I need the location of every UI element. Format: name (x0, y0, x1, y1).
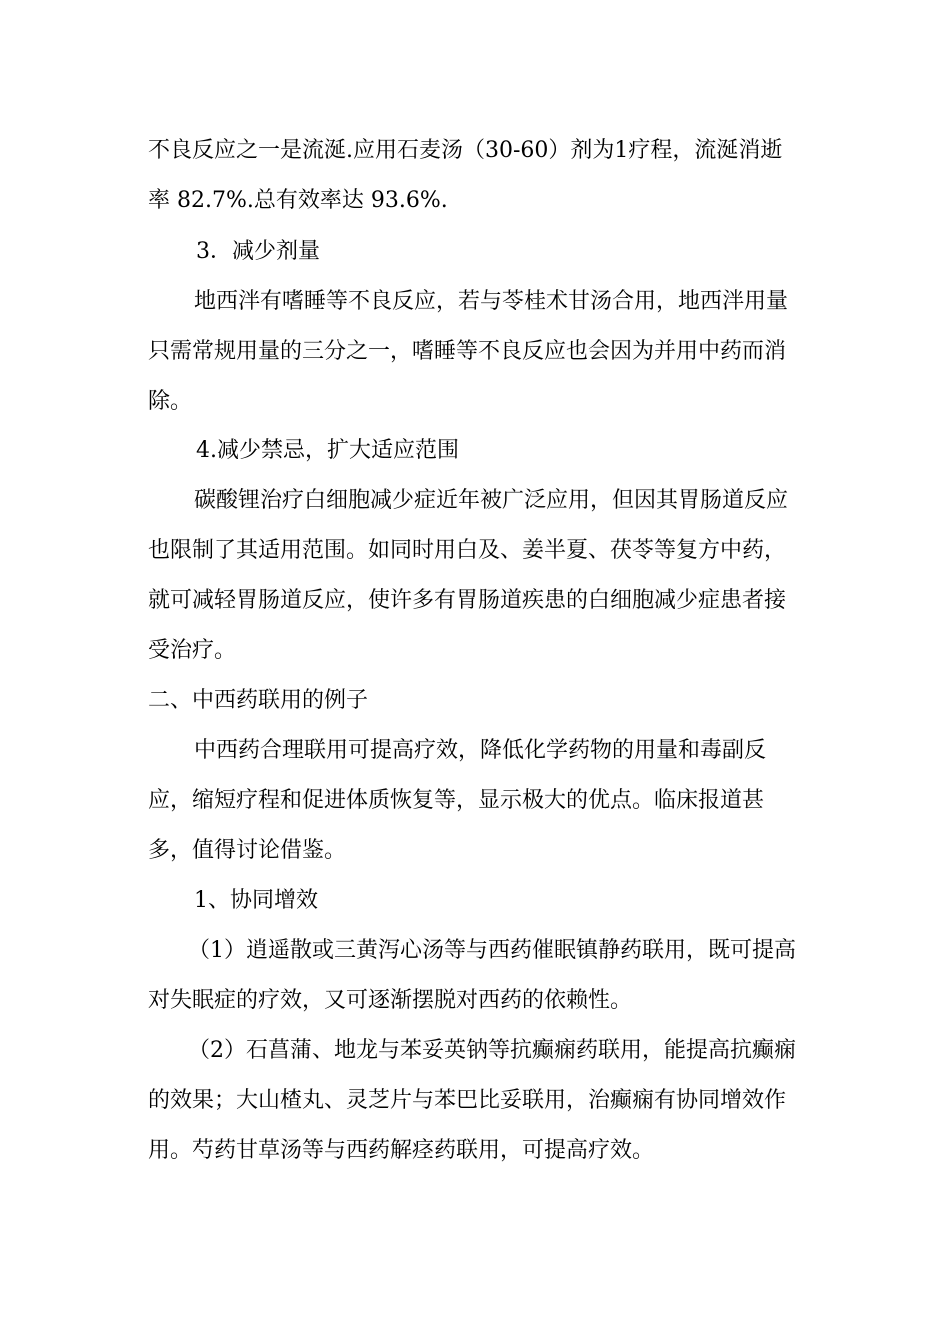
text-line: 率 82.7%.总有效率达 93.6%. (148, 188, 448, 213)
text-line: 地西泮有嗜睡等不良反应，若与苓桂术甘汤合用，地西泮用量 (194, 289, 789, 314)
text-line: 用。芍药甘草汤等与西药解痉药联用，可提高疗效。 (148, 1138, 655, 1163)
text-line: 对失眠症的疗效，又可逐渐摆脱对西药的依赖性。 (148, 988, 633, 1013)
text-line: 应，缩短疗程和促进体质恢复等，显示极大的优点。临床报道甚 (148, 788, 765, 813)
text-line: 碳酸锂治疗白细胞减少症近年被广泛应用，但因其胃肠道反应 (194, 488, 789, 513)
text-line: （2）石菖蒲、地龙与苯妥英钠等抗癫痫药联用，能提高抗癫痫 (188, 1038, 796, 1063)
section-heading-2: 二、中西药联用的例子 (148, 688, 369, 713)
text-line: 除。 (148, 389, 193, 414)
text-line: 只需常规用量的三分之一，嗜睡等不良反应也会因为并用中药而消 (148, 339, 787, 364)
text-line: 多，值得讨论借鉴。 (148, 838, 347, 863)
section-heading-4: 4.减少禁忌，扩大适应范围 (196, 438, 459, 463)
text-line: 不良反应之一是流涎.应用石麦汤（30-60）剂为1疗程，流涎消逝 (148, 138, 783, 163)
text-line: 就可减轻胃肠道反应，使许多有胃肠道疾患的白细胞减少症患者接 (148, 588, 787, 613)
text-line: 也限制了其适用范围。如同时用白及、姜半夏、茯苓等复方中药， (148, 538, 787, 563)
section-heading-3: 3．减少剂量 (196, 239, 320, 264)
text-line: 中西药合理联用可提高疗效，降低化学药物的用量和毒副反 (194, 738, 767, 763)
text-line: 受治疗。 (148, 638, 237, 663)
text-line: 的效果；大山楂丸、灵芝片与苯巴比妥联用，治癫痫有协同增效作 (148, 1088, 787, 1113)
subsection-heading-1: 1、协同增效 (194, 888, 318, 913)
text-line: （1）逍遥散或三黄泻心汤等与西药催眠镇静药联用，既可提高 (188, 938, 796, 963)
